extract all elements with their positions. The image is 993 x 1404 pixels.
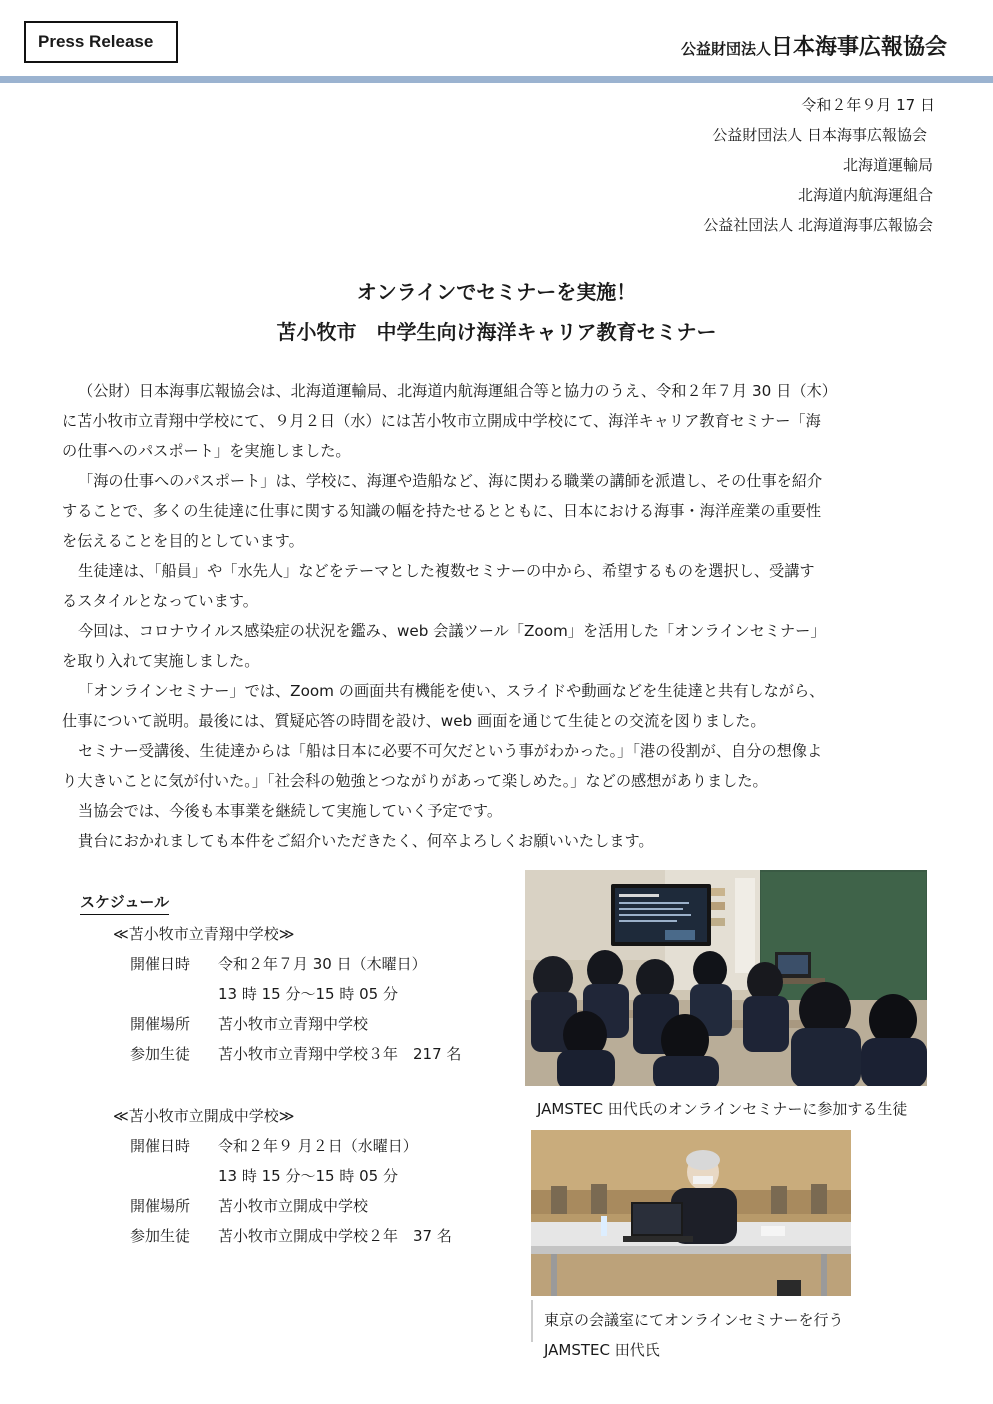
header-divider	[0, 76, 993, 83]
body-line: セミナー受講後、生徒達からは「船は日本に必要不可欠だという事がわかった。」「港の役割が、自分の想像よ	[78, 742, 823, 760]
body-line: 生徒達は、「船員」や「水先人」などをテーマとした複数セミナーの中から、希望するものを選択し、受講す	[78, 562, 815, 580]
issuer-3: 北海道内航海運組合	[797, 186, 933, 204]
body-line: することで、多くの生徒達に仕事に関する知識の幅を持たせるとともに、日本における海事・海洋産業の重要性	[62, 502, 822, 520]
school-2-venue: 苫小牧市立開成中学校	[218, 1197, 369, 1215]
school-2-time: 13 時 15 分～15 時 05 分	[218, 1167, 398, 1185]
meeting-photo-caption-line-2: JAMSTEC 田代氏	[544, 1341, 660, 1359]
body-line: の仕事へのパスポート」を実施しました。	[62, 442, 351, 460]
body-line: 今回は、コロナウイルス感染症の状況を鑑み、web 会議ツール「Zoom」を活用した「オンラインセミナー」	[78, 622, 826, 640]
body-line: （公財）日本海事広報協会は、北海道運輸局、北海道内航海運組合等と協力のうえ、令和２年７月 30 日（木）	[78, 382, 837, 400]
press-release-label: Press Release	[24, 21, 178, 63]
school-1-venue-label: 開催場所	[130, 1015, 191, 1033]
school-2-name: ≪苫小牧市立開成中学校≫	[113, 1107, 295, 1125]
body-line: 「海の仕事へのパスポート」は、学校に、海運や造船など、海に関わる職業の講師を派遣し、その仕事を紹介	[78, 472, 823, 490]
caption-divider	[531, 1300, 533, 1342]
schedule-heading: スケジュール	[80, 891, 169, 915]
body-line: 仕事について説明。最後には、質疑応答の時間を設け、web 画面を通じて生徒との交流を図りました。	[62, 712, 766, 730]
body-line: り大きいことに気が付いた。」「社会科の勉強とつながりがあって楽しめた。」などの感想がありました。	[62, 772, 768, 790]
body-line: を伝えることを目的としています。	[62, 532, 304, 550]
title-line-2: 苫小牧市 中学生向け海洋キャリア教育セミナー	[276, 320, 717, 344]
org-name: 日本海事広報協会	[770, 35, 947, 60]
school-1-date-label: 開催日時	[130, 955, 191, 973]
classroom-photo-illustration	[525, 870, 927, 1086]
release-date: 令和２年９月 17 日	[801, 96, 935, 114]
issuer-2: 北海道運輸局	[842, 156, 933, 174]
meeting-room-photo	[531, 1130, 851, 1296]
meeting-photo-caption-line-1: 東京の会議室にてオンラインセミナーを行う	[544, 1311, 844, 1329]
school-2-date: 令和２年９ 月２日（水曜日）	[218, 1137, 418, 1155]
school-1-date: 令和２年７月 30 日（木曜日）	[218, 955, 427, 973]
school-2-students-label: 参加生徒	[130, 1227, 191, 1245]
school-1-venue: 苫小牧市立青翔中学校	[218, 1015, 369, 1033]
body-line: 貴台におかれましても本件をご紹介いただきたく、何卒よろしくお願いいたします。	[78, 832, 654, 850]
classroom-photo	[525, 870, 927, 1086]
body-line: 「オンラインセミナー」では、Zoom の画面共有機能を使い、スライドや動画などを生徒達と共有しながら、	[78, 682, 825, 700]
school-2-date-label: 開催日時	[130, 1137, 191, 1155]
body-line: るスタイルとなっています。	[62, 592, 258, 610]
school-1-students: 苫小牧市立青翔中学校３年 217 名	[218, 1045, 462, 1063]
school-1-students-label: 参加生徒	[130, 1045, 191, 1063]
org-prefix: 公益財団法人	[680, 40, 771, 58]
school-2-students: 苫小牧市立開成中学校２年 37 名	[218, 1227, 452, 1245]
classroom-photo-caption: JAMSTEC 田代氏のオンラインセミナーに参加する生徒	[537, 1100, 908, 1118]
meeting-room-photo-illustration	[531, 1130, 851, 1296]
body-line: を取り入れて実施しました。	[62, 652, 260, 670]
school-1-name: ≪苫小牧市立青翔中学校≫	[113, 925, 295, 943]
body-line: 当協会では、今後も本事業を継続して実施していく予定です。	[78, 802, 503, 820]
school-2-venue-label: 開催場所	[130, 1197, 191, 1215]
issuer-1: 公益財団法人 日本海事広報協会	[712, 126, 927, 144]
title-line-1: オンラインでセミナーを実施！	[356, 280, 637, 304]
organization-header	[681, 30, 947, 61]
issuer-4: 公益社団法人 北海道海事広報協会	[703, 216, 933, 234]
school-1-time: 13 時 15 分～15 時 05 分	[218, 985, 398, 1003]
body-line: に苫小牧市立青翔中学校にて、９月２日（水）には苫小牧市立開成中学校にて、海洋キャリア教育セミナー「海	[62, 412, 821, 430]
